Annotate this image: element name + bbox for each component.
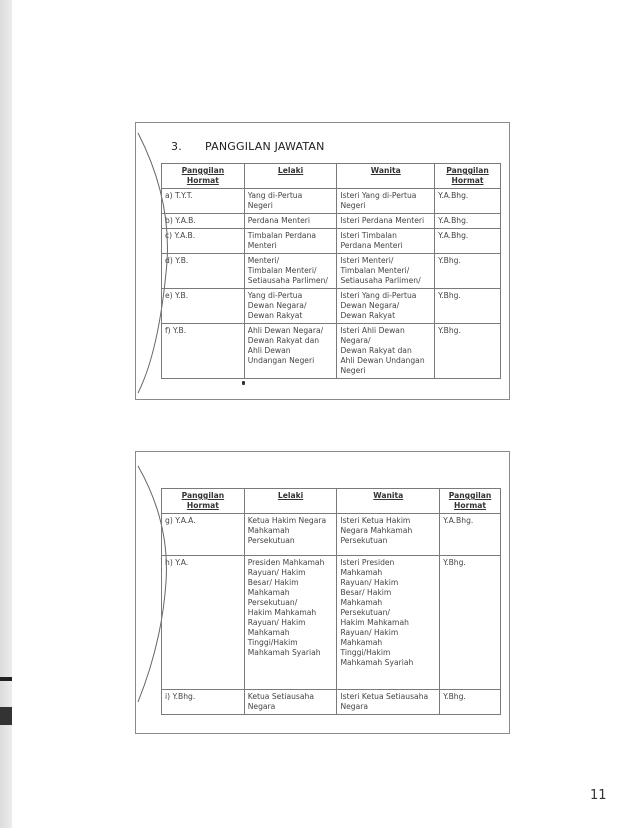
table-row	[162, 289, 501, 324]
row-label: g) Y.A.A.	[162, 514, 245, 556]
header-cell: Wanita	[337, 164, 435, 189]
row-label: d) Y.B.	[162, 254, 245, 289]
honorific: Y.A.Bhg.	[440, 514, 501, 556]
row-label: h) Y.A.	[162, 556, 245, 690]
header-cell: Panggilan Hormat	[440, 489, 501, 514]
table-header-row	[162, 164, 501, 189]
table-header-row	[162, 489, 501, 514]
table-row	[162, 556, 501, 690]
header-cell: Panggilan Hormat	[162, 164, 245, 189]
scan-mark	[0, 707, 12, 725]
slide-title	[171, 140, 325, 153]
table-row	[162, 229, 501, 254]
section-title: PANGGILAN JAWATAN	[205, 140, 325, 153]
honorific-table	[161, 488, 501, 715]
header-cell: Wanita	[337, 489, 440, 514]
honorific-table	[161, 163, 501, 379]
scan-edge-strip	[0, 0, 12, 828]
row-label: b) Y.A.B.	[162, 214, 245, 229]
table-row	[162, 514, 501, 556]
female-title: Isteri Timbalan Perdana Menteri	[337, 229, 435, 254]
honorific: Y.Bhg.	[440, 690, 501, 715]
male-title: Yang di-Pertua Dewan Negara/ Dewan Rakyat	[244, 289, 337, 324]
slide-panggilan-jawatan-continued	[135, 451, 510, 734]
female-title: Isteri Yang di-Pertua Negeri	[337, 189, 435, 214]
table-row	[162, 214, 501, 229]
male-title: Presiden Mahkamah Rayuan/ Hakim Besar/ Hakim Mahkamah Persekutuan/ Hakim Mahkamah Rayuan/ Hakim Mahkamah Tinggi/Hakim Mahkamah Syariah	[244, 556, 337, 690]
honorific: Y.A.Bhg.	[435, 189, 501, 214]
honorific: Y.Bhg.	[435, 289, 501, 324]
male-title: Perdana Menteri	[244, 214, 337, 229]
page-number: 11	[590, 788, 607, 803]
honorific: Y.Bhg.	[435, 324, 501, 379]
row-label: i) Y.Bhg.	[162, 690, 245, 715]
honorific: Y.A.Bhg.	[435, 214, 501, 229]
female-title: Isteri Menteri/ Timbalan Menteri/ Setiausaha Parlimen/	[337, 254, 435, 289]
header-cell: Lelaki	[244, 489, 337, 514]
table-row	[162, 690, 501, 715]
section-number: 3.	[171, 140, 182, 153]
row-label: c) Y.A.B.	[162, 229, 245, 254]
row-label: e) Y.B.	[162, 289, 245, 324]
female-title: Isteri Presiden Mahkamah Rayuan/ Hakim Besar/ Hakim Mahkamah Persekutuan/ Hakim Mahkamah Rayuan/ Hakim Mahkamah Tinggi/Hakim Mahkamah Syariah	[337, 556, 440, 690]
honorific: Y.Bhg.	[435, 254, 501, 289]
row-label: f) Y.B.	[162, 324, 245, 379]
table-row	[162, 324, 501, 379]
header-cell: Panggilan Hormat	[435, 164, 501, 189]
header-cell: Lelaki	[244, 164, 337, 189]
row-label: a) T.Y.T.	[162, 189, 245, 214]
male-title: Yang di-Pertua Negeri	[244, 189, 337, 214]
male-title: Timbalan Perdana Menteri	[244, 229, 337, 254]
table-row	[162, 254, 501, 289]
female-title: Isteri Yang di-Pertua Dewan Negara/ Dewan Rakyat	[337, 289, 435, 324]
header-cell: Panggilan Hormat	[162, 489, 245, 514]
male-title: Menteri/ Timbalan Menteri/ Setiausaha Parlimen/	[244, 254, 337, 289]
female-title: Isteri Ketua Setiausaha Negara	[337, 690, 440, 715]
scan-mark	[0, 677, 12, 681]
female-title: Isteri Perdana Menteri	[337, 214, 435, 229]
male-title: Ahli Dewan Negara/ Dewan Rakyat dan Ahli Dewan Undangan Negeri	[244, 324, 337, 379]
male-title: Ketua Setiausaha Negara	[244, 690, 337, 715]
female-title: Isteri Ahli Dewan Negara/ Dewan Rakyat dan Ahli Dewan Undangan Negeri	[337, 324, 435, 379]
scan-speck	[242, 381, 245, 385]
male-title: Ketua Hakim Negara Mahkamah Persekutuan	[244, 514, 337, 556]
honorific: Y.A.Bhg.	[435, 229, 501, 254]
table-row	[162, 189, 501, 214]
female-title: Isteri Ketua Hakim Negara Mahkamah Persekutuan	[337, 514, 440, 556]
slide-panggilan-jawatan	[135, 122, 510, 400]
honorific: Y.Bhg.	[440, 556, 501, 690]
